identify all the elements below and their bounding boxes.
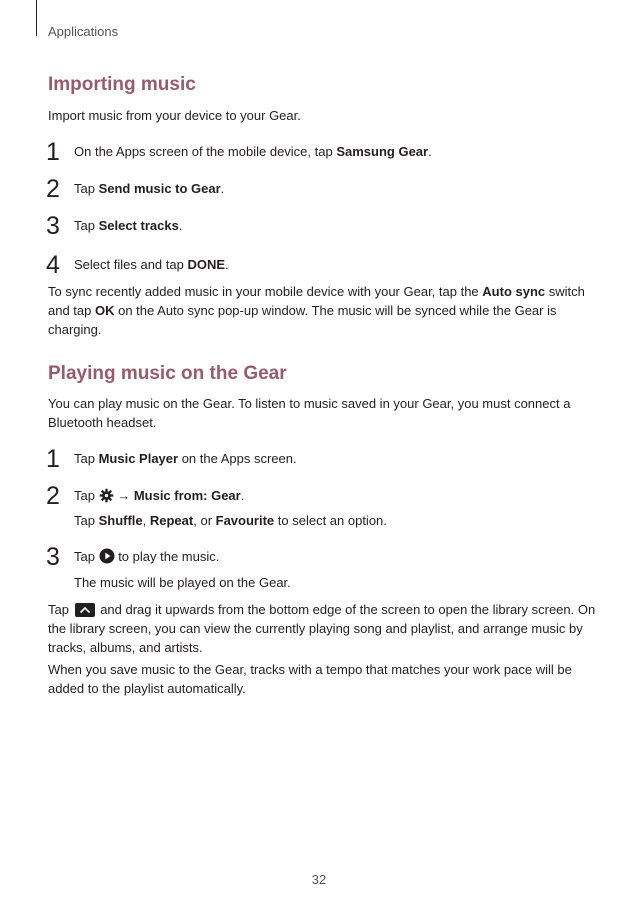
step-number: 4 (46, 251, 60, 279)
section-intro: You can play music on the Gear. To listen to music saved in your Gear, you must connect a Bluetooth headset. (48, 396, 571, 430)
step-text: Tap Select tracks. (74, 218, 183, 233)
page-number: 32 (311, 872, 327, 887)
step-text: Tap Music Player on the Apps screen. (74, 451, 297, 466)
gear-settings-icon (99, 488, 114, 503)
auto-sync-note: To sync recently added music in your mobile device with your Gear, tap the Auto sync switch and tap OK on the Auto sync pop-up window. The music will be synced while the Gear is charging. (48, 284, 585, 337)
step-detail: The music will be played on the Gear. (74, 575, 291, 590)
section-intro: Import music from your device to your Gear. (48, 108, 301, 123)
step-detail: Tap Shuffle, Repeat, or Favourite to select an option. (74, 513, 387, 528)
section-title-playing: Playing music on the Gear (48, 363, 287, 384)
step-text: Tap Send music to Gear. (74, 181, 225, 196)
section-title-importing: Importing music (48, 74, 196, 95)
play-icon (99, 548, 115, 564)
step-text: Tap to play the music. (74, 549, 220, 564)
chevron-up-icon (75, 603, 95, 617)
running-header: Applications (48, 24, 119, 39)
step-text: On the Apps screen of the mobile device, tap Samsung Gear. (74, 144, 432, 159)
step-number: 1 (46, 138, 60, 166)
step-number: 2 (46, 482, 60, 510)
step-number: 3 (46, 212, 60, 240)
step-number: 3 (46, 543, 60, 571)
step-text: Tap → Music from: Gear. (74, 488, 245, 503)
header-rule (36, 0, 37, 36)
tempo-paragraph: When you save music to the Gear, tracks with a tempo that matches your work pace will be added to the playlist automatically. (48, 662, 572, 696)
step-number: 2 (46, 175, 60, 203)
step-number: 1 (46, 445, 60, 473)
step-text: Select files and tap DONE. (74, 257, 229, 272)
library-paragraph: Tap and drag it upwards from the bottom edge of the screen to open the library screen. On the library screen, you can view the currently playing song and playlist, and arrange music by tracks, albums, and artists. (48, 602, 596, 655)
